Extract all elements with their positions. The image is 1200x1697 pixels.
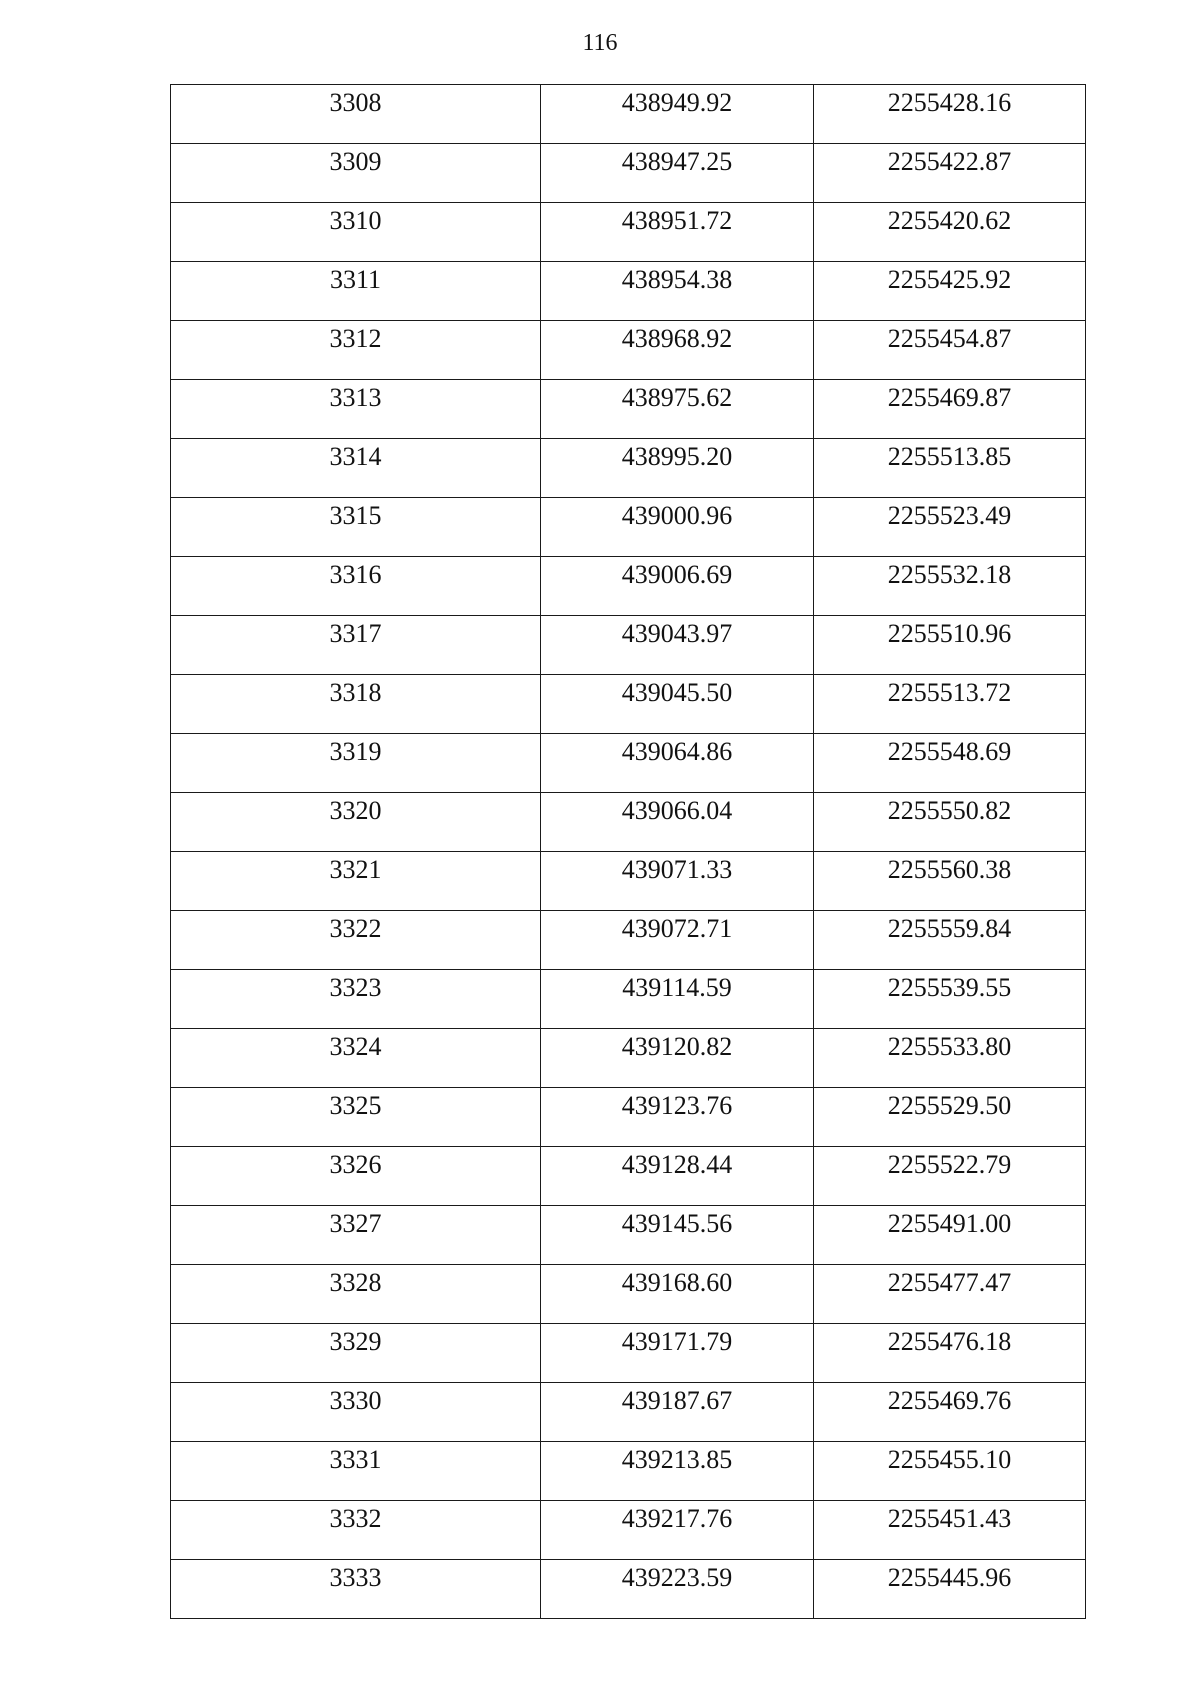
point-id-cell: 3312 [171,321,541,380]
point-id-cell: 3329 [171,1324,541,1383]
table-row [171,1501,1086,1560]
y-coordinate-cell: 2255523.49 [814,498,1086,557]
table-row [171,498,1086,557]
table-row [171,793,1086,852]
x-coordinate-cell: 438954.38 [541,262,814,321]
x-coordinate-cell: 438947.25 [541,144,814,203]
y-coordinate-cell: 2255476.18 [814,1324,1086,1383]
table-row [171,1147,1086,1206]
point-id-cell: 3328 [171,1265,541,1324]
x-coordinate-cell: 439066.04 [541,793,814,852]
y-coordinate-cell: 2255491.00 [814,1206,1086,1265]
point-id-cell: 3325 [171,1088,541,1147]
point-id-cell: 3317 [171,616,541,675]
y-coordinate-cell: 2255451.43 [814,1501,1086,1560]
y-coordinate-cell: 2255420.62 [814,203,1086,262]
point-id-cell: 3314 [171,439,541,498]
table-row [171,1029,1086,1088]
y-coordinate-cell: 2255445.96 [814,1560,1086,1619]
point-id-cell: 3319 [171,734,541,793]
y-coordinate-cell: 2255539.55 [814,970,1086,1029]
point-id-cell: 3309 [171,144,541,203]
x-coordinate-cell: 439043.97 [541,616,814,675]
y-coordinate-cell: 2255454.87 [814,321,1086,380]
y-coordinate-cell: 2255422.87 [814,144,1086,203]
x-coordinate-cell: 439217.76 [541,1501,814,1560]
x-coordinate-cell: 439168.60 [541,1265,814,1324]
y-coordinate-cell: 2255548.69 [814,734,1086,793]
y-coordinate-cell: 2255529.50 [814,1088,1086,1147]
y-coordinate-cell: 2255510.96 [814,616,1086,675]
point-id-cell: 3332 [171,1501,541,1560]
point-id-cell: 3331 [171,1442,541,1501]
x-coordinate-cell: 439128.44 [541,1147,814,1206]
point-id-cell: 3330 [171,1383,541,1442]
point-id-cell: 3322 [171,911,541,970]
x-coordinate-cell: 439000.96 [541,498,814,557]
x-coordinate-cell: 438951.72 [541,203,814,262]
table-row [171,1206,1086,1265]
table-row [171,675,1086,734]
table-row [171,616,1086,675]
point-id-cell: 3321 [171,852,541,911]
y-coordinate-cell: 2255425.92 [814,262,1086,321]
table-row [171,1088,1086,1147]
x-coordinate-cell: 438975.62 [541,380,814,439]
table-row [171,203,1086,262]
x-coordinate-cell: 439171.79 [541,1324,814,1383]
point-id-cell: 3311 [171,262,541,321]
y-coordinate-cell: 2255559.84 [814,911,1086,970]
x-coordinate-cell: 439187.67 [541,1383,814,1442]
table-row [171,970,1086,1029]
x-coordinate-cell: 438995.20 [541,439,814,498]
y-coordinate-cell: 2255469.87 [814,380,1086,439]
point-id-cell: 3310 [171,203,541,262]
table-row [171,1383,1086,1442]
table-row [171,1324,1086,1383]
table-row [171,911,1086,970]
point-id-cell: 3324 [171,1029,541,1088]
y-coordinate-cell: 2255428.16 [814,85,1086,144]
table-row [171,1560,1086,1619]
y-coordinate-cell: 2255532.18 [814,557,1086,616]
point-id-cell: 3327 [171,1206,541,1265]
point-id-cell: 3318 [171,675,541,734]
y-coordinate-cell: 2255560.38 [814,852,1086,911]
table-row [171,321,1086,380]
table-row [171,380,1086,439]
y-coordinate-cell: 2255469.76 [814,1383,1086,1442]
point-id-cell: 3320 [171,793,541,852]
y-coordinate-cell: 2255455.10 [814,1442,1086,1501]
point-id-cell: 3326 [171,1147,541,1206]
x-coordinate-cell: 438949.92 [541,85,814,144]
point-id-cell: 3308 [171,85,541,144]
table-row [171,85,1086,144]
point-id-cell: 3315 [171,498,541,557]
coordinates-table-body [171,85,1086,1619]
table-row [171,144,1086,203]
point-id-cell: 3313 [171,380,541,439]
x-coordinate-cell: 439223.59 [541,1560,814,1619]
table-row [171,734,1086,793]
table-row [171,852,1086,911]
x-coordinate-cell: 438968.92 [541,321,814,380]
point-id-cell: 3323 [171,970,541,1029]
y-coordinate-cell: 2255522.79 [814,1147,1086,1206]
point-id-cell: 3316 [171,557,541,616]
table-row [171,1442,1086,1501]
x-coordinate-cell: 439145.56 [541,1206,814,1265]
x-coordinate-cell: 439072.71 [541,911,814,970]
x-coordinate-cell: 439213.85 [541,1442,814,1501]
x-coordinate-cell: 439123.76 [541,1088,814,1147]
y-coordinate-cell: 2255477.47 [814,1265,1086,1324]
x-coordinate-cell: 439120.82 [541,1029,814,1088]
x-coordinate-cell: 439064.86 [541,734,814,793]
x-coordinate-cell: 439006.69 [541,557,814,616]
x-coordinate-cell: 439071.33 [541,852,814,911]
table-row [171,262,1086,321]
point-id-cell: 3333 [171,1560,541,1619]
y-coordinate-cell: 2255513.72 [814,675,1086,734]
x-coordinate-cell: 439114.59 [541,970,814,1029]
table-row [171,439,1086,498]
page-number: 116 [582,30,618,56]
y-coordinate-cell: 2255533.80 [814,1029,1086,1088]
x-coordinate-cell: 439045.50 [541,675,814,734]
table-row [171,557,1086,616]
coordinates-table [170,84,1086,1619]
table-row [171,1265,1086,1324]
y-coordinate-cell: 2255513.85 [814,439,1086,498]
y-coordinate-cell: 2255550.82 [814,793,1086,852]
